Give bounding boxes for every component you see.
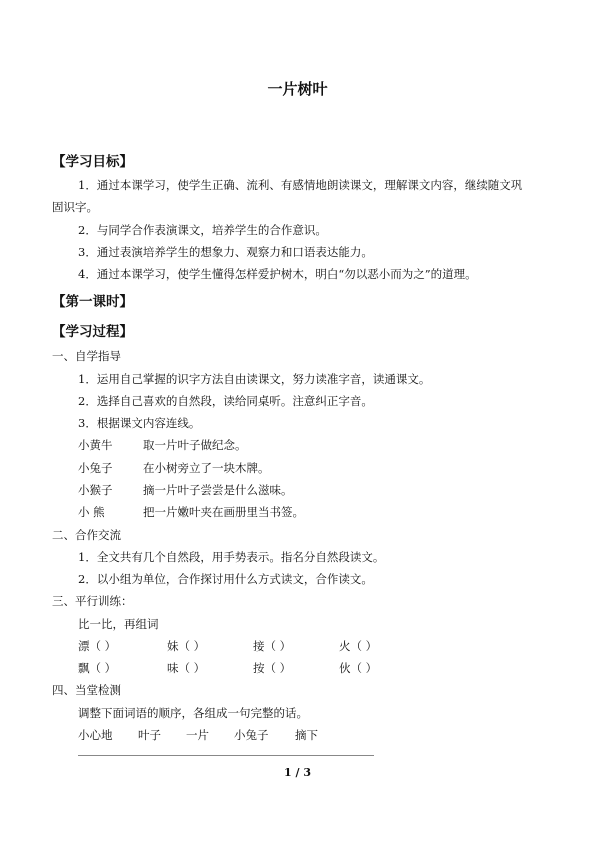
word-card: 小兔子 (234, 728, 269, 742)
match-action: 取一片叶子做纪念。 (143, 438, 247, 452)
match-action: 把一片嫩叶夹在画册里当书签。 (143, 505, 304, 519)
word-blank: 伙（ ） (339, 661, 378, 675)
part1-heading: 一、自学指导 (52, 349, 121, 363)
match-action: 摘一片叶子尝尝是什么滋味。 (143, 483, 293, 497)
word-card: 小心地 (78, 728, 113, 742)
word-blank: 妹（ ） (167, 639, 206, 653)
match-animal: 小猴子 (78, 483, 113, 497)
word-blank: 接（ ） (253, 639, 292, 653)
part2-step-2: 2．以小组为单位，合作探讨用什么方式读文，合作读文。 (78, 572, 373, 586)
part3-heading: 三、平行训练： (52, 594, 133, 608)
goal-3: 3．通过表演培养学生的想象力、观察力和口语表达能力。 (78, 245, 373, 259)
part4-heading: 四、当堂检测 (52, 683, 121, 697)
goal-1-line-2: 固识字。 (52, 200, 98, 214)
word-blank: 按（ ） (253, 661, 292, 675)
part3-instruction: 比一比，再组词 (78, 617, 159, 631)
match-animal: 小兔子 (78, 461, 113, 475)
part2-heading: 二、合作交流 (52, 528, 121, 542)
page-title: 一片树叶 (267, 80, 328, 98)
goal-1-line-1: 1．通过本课学习，使学生正确、流利、有感情地朗读课文，理解课文内容，继续随文巩 (78, 178, 523, 192)
word-blank: 火（ ） (339, 639, 378, 653)
part1-step-2: 2．选择自己喜欢的自然段，读给同桌听。注意纠正字音。 (78, 394, 373, 408)
part4-instruction: 调整下面词语的顺序，各组成一句完整的话。 (78, 706, 308, 720)
part1-step-3: 3．根据课文内容连线。 (78, 416, 201, 430)
page-number: 1 / 3 (284, 766, 311, 779)
section-heading-lesson: 【第一课时】 (52, 294, 133, 310)
word-blank: 漂（ ） (78, 639, 117, 653)
part2-step-1: 1．全文共有几个自然段，用手势表示。指名分自然段读文。 (78, 550, 385, 564)
goal-4: 4．通过本课学习，使学生懂得怎样爱护树木，明白“勿以恶小而为之”的道理。 (78, 267, 477, 281)
word-card: 一片 (186, 728, 209, 742)
word-blank: 味（ ） (167, 661, 206, 675)
section-heading-process: 【学习过程】 (52, 324, 133, 340)
word-card: 摘下 (295, 728, 318, 742)
footer-divider (78, 755, 374, 756)
part1-step-1: 1．运用自己掌握的识字方法自由读课文，努力读准字音，读通课文。 (78, 372, 431, 386)
match-animal: 小黄牛 (78, 438, 113, 452)
match-animal: 小 熊 (78, 505, 105, 519)
goal-2: 2．与同学合作表演课文，培养学生的合作意识。 (78, 223, 327, 237)
word-card: 叶子 (138, 728, 161, 742)
section-heading-goals: 【学习目标】 (52, 154, 133, 170)
match-action: 在小树旁立了一块木牌。 (143, 461, 270, 475)
word-blank: 飘（ ） (78, 661, 117, 675)
